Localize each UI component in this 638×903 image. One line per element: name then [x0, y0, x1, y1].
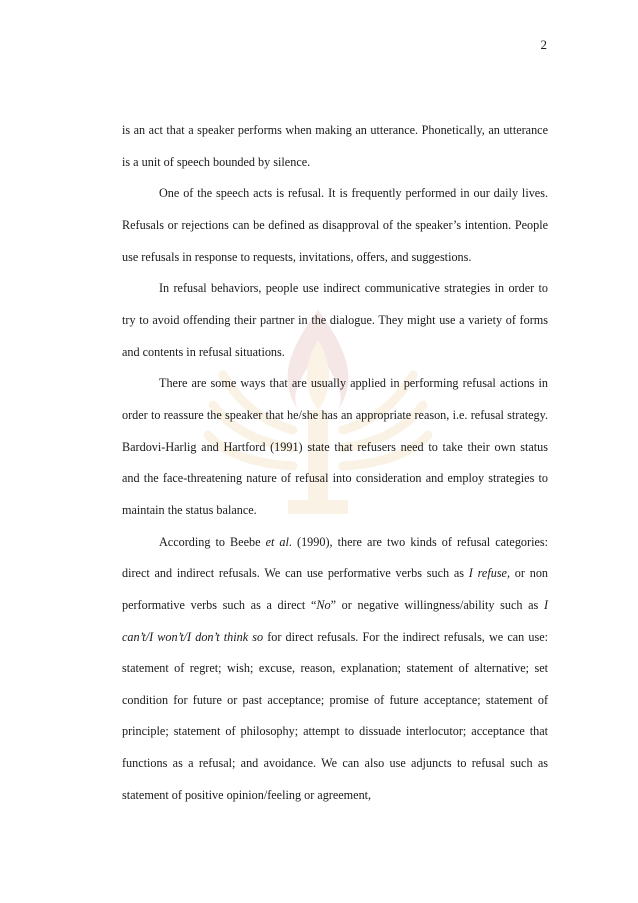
text-run: ” or negative willingness/ability such as	[330, 597, 544, 612]
page-number: 2	[540, 37, 547, 52]
text-run: There are some ways that are usually applied in performing refusal actions in order to reassure the speaker that he/she has an appropriate reason, i.e. refusal strategy. Bardovi-Harlig and Hartford (1991) state that refusers need to take their own status and the face-threatening nature of refusal into consideration and employ strategies to maintain the status balance.	[122, 376, 548, 517]
paragraph	[122, 368, 548, 526]
body-text	[122, 115, 548, 811]
italic-text: I can’t/I won’t/I don’t think so	[122, 597, 549, 644]
text-run: In refusal behaviors, people use indirect communicative strategies in order to try to avoid offending their partner in the dialogue. They might use a variety of forms and contents in refusal situations.	[122, 281, 548, 359]
text-run: for direct refusals. For the indirect refusals, we can use: statement of regret; wish; excuse, reason, explanation; statement of alternative; set condition for future or past acceptance; promise of future acceptance; statement of principle; statement of philosophy; attempt to dissuade interlocutor; acceptance that functions as a refusal; and avoidance. We can also use adjuncts to refusal such as statement of positive opinion/feeling or agreement,	[122, 629, 548, 802]
text-run: . (1990), there are two kinds of refusal categories: direct and indirect refusals. We can use performative verbs such as	[122, 534, 549, 581]
paragraph	[122, 115, 548, 178]
paragraph	[122, 527, 548, 812]
text-run: or non performative verbs such as a direct “	[122, 566, 549, 612]
text-run: is an act that a speaker performs when making an utterance. Phonetically, an utterance is a unit of speech bounded by silence.	[122, 123, 548, 169]
paragraph	[122, 178, 548, 273]
italic-text: I refuse,	[468, 566, 511, 581]
italic-text: No	[316, 597, 331, 612]
text-run: According to Beebe	[159, 534, 266, 549]
italic-text: et al	[265, 534, 289, 549]
paragraph	[122, 273, 548, 368]
text-run: One of the speech acts is refusal. It is frequently performed in our daily lives. Refusals or rejections can be defined as disapproval of the speaker’s intention. People use refusals in response to requests, invitations, offers, and suggestions.	[122, 186, 548, 264]
